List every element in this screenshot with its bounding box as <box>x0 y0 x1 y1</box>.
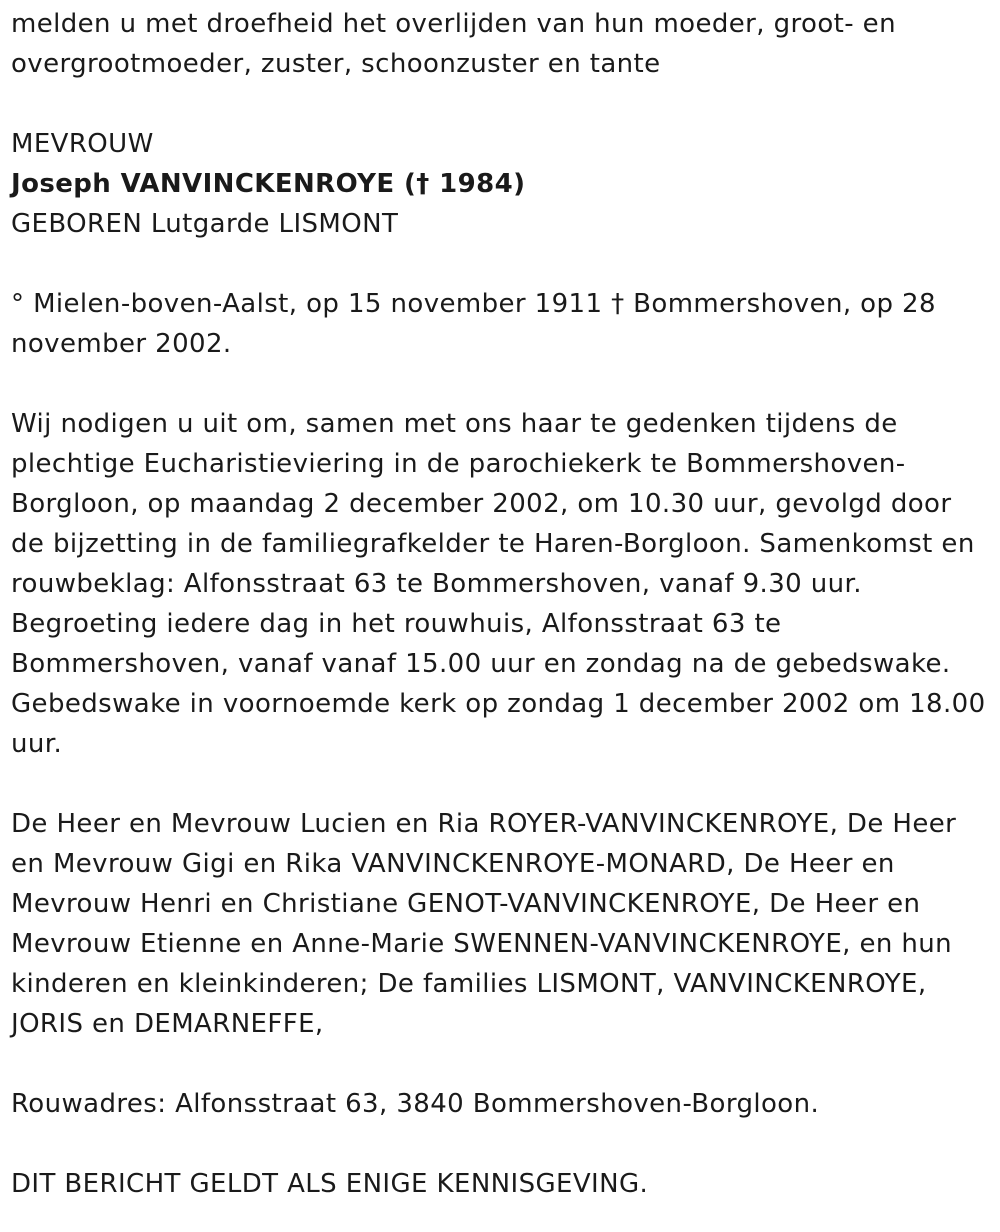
spacer <box>11 244 986 284</box>
family-paragraph: De Heer en Mevrouw Lucien en Ria ROYER-VANVINCKENROYE, De Heer en Mevrouw Gigi en Rika VANVINCKENROYE-MONARD, De Heer en Mevrouw Henri en Christiane GENOT-VANVINCKENROYE, De Heer en Mevrouw Etienne en Anne-Marie SWENNEN-VANVINCKENROYE, en hun kinderen en kleinkinderen; De families LISMONT, VANVINCKENROYE, JORIS en DEMARNEFFE, <box>11 809 957 1039</box>
obituary-document <box>11 4 986 1204</box>
spacer <box>11 764 986 804</box>
spacer <box>11 1044 986 1084</box>
born-name: GEBOREN Lutgarde LISMONT <box>11 209 399 239</box>
ceremony-paragraph: Wij nodigen u uit om, samen met ons haar te gedenken tijdens de plechtige Eucharistieviering in de parochiekerk te Bommershoven-Borgloon, op maandag 2 december 2002, om 10.30 uur, gevolgd door de bijzetting in de familiegrafkelder te Haren-Borgloon. Samenkomst en rouwbeklag: Alfonsstraat 63 te Bommershoven, vanaf 9.30 uur. Begroeting iedere dag in het rouwhuis, Alfonsstraat 63 te Bommershoven, vanaf vanaf 15.00 uur en zondag na de gebedswake. Gebedswake in voornoemde kerk op zondag 1 december 2002 om 18.00 uur. <box>11 409 986 759</box>
title-prefix: MEVROUW <box>11 129 154 159</box>
spacer <box>11 84 986 124</box>
spacer <box>11 364 986 404</box>
notice-line: DIT BERICHT GELDT ALS ENIGE KENNISGEVING. <box>11 1169 649 1199</box>
spouse-name: Joseph VANVINCKENROYE († 1984) <box>11 169 526 199</box>
spacer <box>11 1124 986 1164</box>
birth-death-line: ° Mielen-boven-Aalst, op 15 november 1911 † Bommershoven, op 28 november 2002. <box>11 289 936 359</box>
address-line: Rouwadres: Alfonsstraat 63, 3840 Bommershoven-Borgloon. <box>11 1089 820 1119</box>
intro-paragraph: melden u met droefheid het overlijden van hun moeder, groot- en overgrootmoeder, zuster, schoonzuster en tante <box>11 9 896 79</box>
